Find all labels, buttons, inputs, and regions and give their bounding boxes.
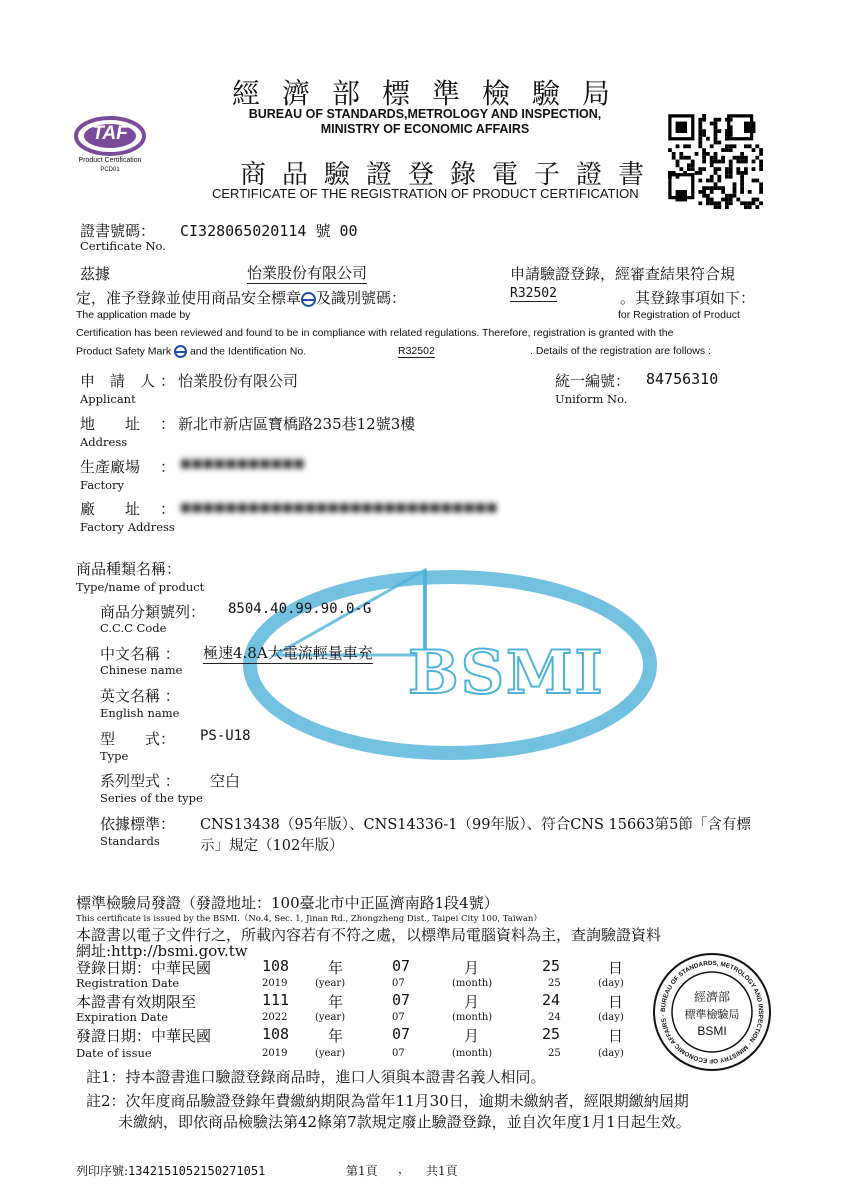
applicant-colon: ： [160, 372, 176, 390]
date-year-en-unit: (year) [315, 1048, 346, 1059]
address-label: 地 址 [80, 415, 141, 433]
factory-address-colon: ： [160, 500, 176, 518]
basis-line2-b: 及識別號碼： [316, 289, 407, 307]
applicant-label-en: Applicant [80, 392, 136, 406]
date-roc: 108 [262, 1025, 290, 1043]
type-value: PS-U18 [200, 728, 251, 744]
date-month-unit: 月 [464, 993, 480, 1011]
date-day: 24 [542, 991, 561, 1009]
address-colon: ： [160, 415, 176, 433]
date-year-en-unit: (year) [315, 978, 346, 989]
series-value: 空白 [210, 772, 241, 790]
product-safety-mark-icon [301, 292, 316, 307]
taf-sub-1: Product Certification [78, 157, 142, 164]
date-month-unit: 月 [464, 959, 480, 977]
seal-line3: BSMI [697, 1024, 727, 1038]
standards-value-2: 示」規定（102年版） [200, 838, 344, 854]
certificate-title-en: CERTIFICATE OF THE REGISTRATION OF PRODUCT CERTIFICATION [212, 186, 639, 201]
date-day-en: 24 [548, 1012, 561, 1023]
applicant-label: 申 請 人 [80, 372, 156, 390]
qr-code [668, 114, 766, 210]
seal-line1: 經濟部 [693, 990, 730, 1004]
date-day: 25 [542, 957, 561, 975]
date-year-en-unit: (year) [315, 1012, 346, 1023]
uniform-no-value: 84756310 [646, 370, 719, 388]
date-month-unit: 月 [464, 1027, 480, 1045]
ccc-label-en: C.C.C Code [100, 621, 167, 635]
date-year-unit: 年 [328, 993, 344, 1011]
product-safety-mark-small-icon [174, 345, 187, 358]
cert-no-label: 證書號碼： [80, 222, 156, 240]
factory-address-label-en: Factory Address [80, 520, 175, 534]
date-year-unit: 年 [328, 1027, 344, 1045]
remark-1: 註1：持本證書進口驗證登錄商品時，進口人須與本證書名義人相同。 [86, 1068, 546, 1086]
date-month-en: 07 [392, 978, 405, 989]
date-day-en: 25 [548, 1048, 561, 1059]
footer-sep: ， [398, 1162, 411, 1176]
ccc-label: 商品分類號列： [100, 603, 206, 621]
standards-label-en: Standards [100, 834, 160, 848]
date-label: 發證日期：中華民國 [76, 1027, 212, 1045]
seal-line2: 標準檢驗局 [684, 1008, 740, 1021]
footer-serial-value: 1342151052150271051 [128, 1164, 266, 1178]
date-month-en-unit: (month) [452, 1048, 493, 1059]
date-year-en: 2019 [262, 1048, 288, 1059]
basis-en-3-id: R32502 [398, 345, 435, 357]
date-year-unit: 年 [328, 959, 344, 977]
product-title-en: Type/name of product [76, 580, 205, 594]
basis-en-3b: and the Identification No. [189, 345, 307, 358]
basis-line1-b: 申請驗證登錄，經審查結果符合規 [510, 265, 736, 283]
chinese-name-value: 極速4.8A大電流輕量車充 [203, 644, 373, 662]
agency-name-en-1: BUREAU OF STANDARDS,METROLOGY AND INSPECTION, [248, 107, 602, 121]
series-label: 系列型式 ： [100, 772, 180, 790]
date-day-en-unit: (day) [598, 1048, 624, 1059]
date-day-unit: 日 [608, 993, 624, 1011]
date-month-en: 07 [392, 1012, 405, 1023]
address-value: 新北市新店區寶橋路235巷12號3樓 [178, 415, 416, 433]
uniform-no-label: 統一編號： [555, 372, 631, 390]
basis-en-3c: . Details of the registration are follows : [530, 345, 711, 357]
factory-label-en: Factory [80, 478, 125, 492]
footer-total: 共1頁 [426, 1164, 458, 1178]
basis-line2-a: 定，准予登錄並使用商品安全標章 [76, 289, 302, 307]
address-label-en: Address [80, 435, 128, 449]
basis-line1-a: 茲據 [80, 265, 111, 283]
taf-logo-text: TAF [92, 123, 128, 144]
date-month: 07 [392, 1025, 411, 1043]
standards-value-1: CNS13438（95年版）、CNS14336-1（99年版）、符合CNS 15663第5節「含有標 [200, 817, 751, 833]
date-label-en: Registration Date [76, 976, 180, 990]
type-label-en: Type [100, 749, 129, 763]
date-day-unit: 日 [608, 1027, 624, 1045]
basis-company: 怡業股份有限公司 [247, 264, 368, 282]
factory-address-value: ■■■■■■■■■■■■■■■■■■■■■■■■■■■■ [180, 500, 498, 514]
date-roc: 111 [262, 991, 290, 1009]
applicant-value: 怡業股份有限公司 [178, 372, 299, 390]
date-label-en: Expiration Date [76, 1010, 169, 1024]
cert-no-label-en: Certificate No. [80, 239, 166, 253]
factory-address-label: 廠 址 [80, 500, 141, 518]
basis-en-3 [76, 345, 306, 358]
remark-2a: 註2：次年度商品驗證登錄年費繳納期限為當年11月30日，逾期未繳納者，經限期繳納屆期 [86, 1092, 689, 1110]
date-day-en-unit: (day) [598, 978, 624, 989]
type-label: 型 式： [100, 730, 176, 748]
english-name-label-en: English name [100, 706, 180, 720]
date-year-en: 2019 [262, 978, 288, 989]
seal-ring-text: BUREAU OF STANDARDS, METROLOGY AND INSPECTION · MINISTRY OF ECONOMIC AFFAIRS · [659, 959, 765, 1065]
date-label: 登錄日期：中華民國 [76, 959, 212, 977]
basis-en-2: Certification has been reviewed and found to be in compliance with related regulations. Therefore, registration is granted with the [76, 327, 674, 339]
footer-serial-label: 列印序號: [76, 1164, 129, 1178]
date-month: 07 [392, 991, 411, 1009]
basis-en-1b: for Registration of Product [618, 309, 740, 321]
date-day-en: 25 [548, 978, 561, 989]
factory-colon: ： [160, 458, 176, 476]
certificate-title-cn: 商品驗證登錄電子證書 [240, 160, 661, 190]
english-name-label: 英文名稱 ： [100, 687, 180, 705]
date-label-en: Date of issue [76, 1046, 152, 1060]
cert-no-value: CI328065020114 號 00 [180, 222, 358, 240]
remark-2b: 未繳納，即依商品檢驗法第42條第7款規定廢止驗證登錄，並自次年度1月1日起生效。 [118, 1113, 691, 1131]
chinese-name-label: 中文名稱 ： [100, 645, 180, 663]
basis-en-1a: The application made by [76, 309, 191, 321]
issuer-note-2: 網址:http://bsmi.gov.tw [76, 942, 248, 960]
footer-serial [76, 1162, 265, 1179]
date-month-en-unit: (month) [452, 1012, 493, 1023]
bsmi-watermark-logo [240, 560, 660, 770]
footer-page: 第1頁 [346, 1164, 378, 1178]
factory-value: ■■■■■■■■■■■ [180, 456, 305, 470]
ccc-value: 8504.40.99.90.0-G [228, 601, 372, 617]
date-roc: 108 [262, 957, 290, 975]
date-day: 25 [542, 1025, 561, 1043]
date-day-en-unit: (day) [598, 1012, 624, 1023]
date-year-en: 2022 [262, 1012, 288, 1023]
agency-name-cn: 經濟部標準檢驗局 [232, 77, 633, 110]
taf-sub-2: PCD01 [100, 167, 120, 173]
taf-logo [72, 114, 152, 180]
bsmi-seal [652, 952, 772, 1072]
agency-name-en-2: MINISTRY OF ECONOMIC AFFAIRS [320, 122, 530, 136]
uniform-no-label-en: Uniform No. [555, 392, 628, 406]
date-label: 本證書有效期限至 [76, 993, 197, 1011]
date-day-unit: 日 [608, 959, 624, 977]
basis-line2 [76, 287, 406, 308]
date-month: 07 [392, 957, 411, 975]
series-label-en: Series of the type [100, 791, 203, 805]
standards-label: 依據標準： [100, 815, 176, 833]
factory-label: 生產廠場 [80, 458, 141, 476]
date-month-en-unit: (month) [452, 978, 493, 989]
issuer-line-en: This certificate is issued by the BSMI.（No.4, Sec. 1, Jinan Rd., Zhongzheng Dist., Taipei City 100, Taiwan） [76, 914, 542, 924]
basis-en-3a: Product Safety Mark [76, 345, 172, 358]
date-month-en: 07 [392, 1048, 405, 1059]
basis-line2-c: 。其登錄事項如下： [620, 289, 756, 307]
basis-id-no: R32502 [510, 286, 557, 301]
issuer-note-1: 本證書以電子文件行之，所載內容若有不符之處，以標準局電腦資料為主，查詢驗證資料 [76, 926, 662, 944]
chinese-name-label-en: Chinese name [100, 663, 183, 677]
product-title: 商品種類名稱： [76, 560, 182, 578]
bsmi-watermark-text: BSMI [408, 638, 605, 708]
issuer-line-cn: 標準檢驗局發證（發證地址：100臺北市中正區濟南路1段4號） [76, 894, 499, 912]
